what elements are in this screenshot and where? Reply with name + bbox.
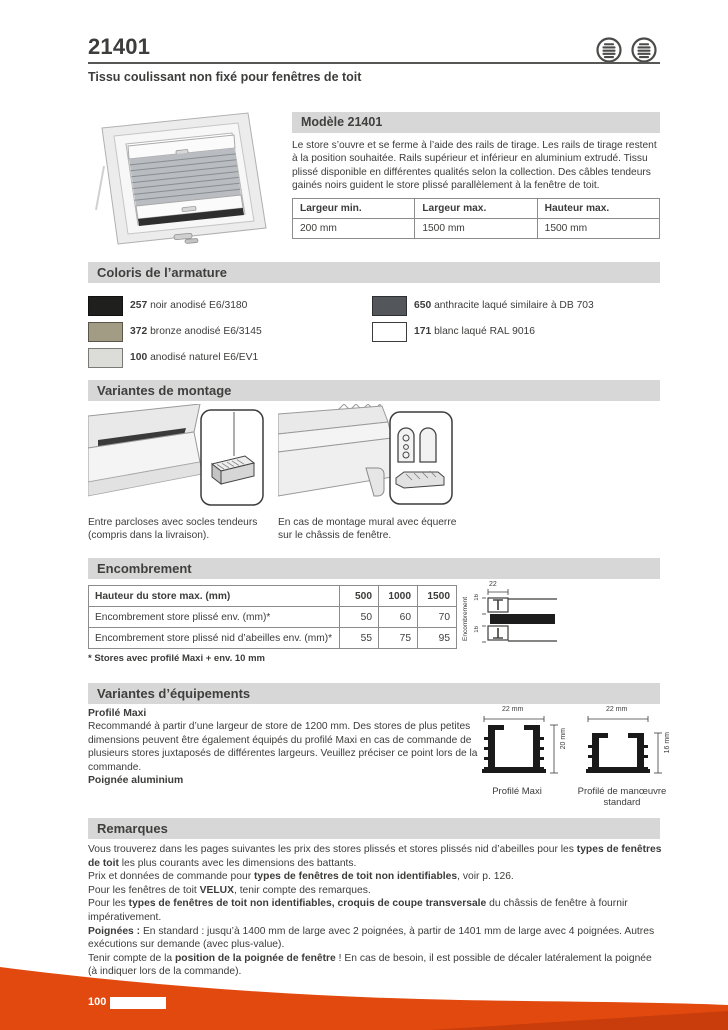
section-title-encombrement: Encombrement <box>88 558 660 579</box>
spec-table-header-row <box>293 199 660 219</box>
section-title-montage: Variantes de montage <box>88 380 660 401</box>
page-title: 21401 <box>88 34 151 59</box>
dim-header-1000: 1000 <box>379 586 418 607</box>
mounting-caption-2: En cas de montage mural avec équerre sur le châssis de fenêtre. <box>278 517 457 542</box>
remark-line: Poignées : En standard : jusqu’à 1400 mm de large avec 2 poignées, à partir de 1401 mm de large avec 4 poignées. Autres exécutions sur demande (avec plus-value). <box>88 925 655 951</box>
remark-line: Tenir compte de la position de la poignée de fenêtre ! En cas de besoin, il est possible de décaler latéralement la poignée (à indiquer lors de la commande). <box>88 952 652 978</box>
profile-maxi-caption: Profilé Maxi <box>492 786 542 797</box>
footer-wave <box>0 945 728 1030</box>
color-swatch-372 <box>88 322 123 342</box>
color-label-650: 650 anthracite laqué similaire à DB 703 <box>414 300 594 311</box>
remark-line: Vous trouverez dans les pages suivantes les prix des stores plissés et stores plissés nid d’abeilles pour les types de fenêtres de toit les plus courants avec les dimensions des battants. <box>88 844 662 869</box>
remark-line: Prix et données de commande pour types de fenêtres de toit non identifiables, voir p. 126. <box>88 871 514 883</box>
spec-header-cell: Largeur min. <box>293 199 415 219</box>
profile-standard-height-label: 16 mm <box>664 732 671 754</box>
dimensions-row-plisse: Encombrement store plissé env. (mm)* 50 60 70 <box>89 607 457 628</box>
dimensions-row-nid-abeilles: Encombrement store plissé nid d’abeilles env. (mm)* 55 75 95 <box>89 628 457 649</box>
mounting-illustration-wall-bracket <box>278 404 456 512</box>
header-icons <box>596 37 657 63</box>
section-title-remarques: Remarques <box>88 818 660 839</box>
diagram-dim-16-bottom: 16 <box>474 626 480 633</box>
color-swatch-100 <box>88 348 123 368</box>
encombrement-diagram-drawing <box>480 588 557 652</box>
diagram-dim-16-top: 16 <box>474 594 480 601</box>
profile-maxi-height-label: 20 mm <box>560 728 567 750</box>
model-description: Le store s’ouvre et se ferme à l’aide des rails de tirage. Les rails de tirage restent à la position souhaitée. Rails supérieur et inférieur en aluminium extrudé. Tissu plissé disponible en différentes qualités selon la collection. Des câbles tendeurs gainés noirs guident le store plissé parallèlement à la fenêtre de toit. <box>292 140 657 192</box>
color-label-257: 257 noir anodisé E6/3180 <box>130 300 248 311</box>
header-rule <box>88 62 660 64</box>
pleated-blind-icon <box>631 37 657 63</box>
dimensions-header-row <box>89 586 457 607</box>
equipment-subheading-profile-maxi: Profilé Maxi <box>88 708 147 719</box>
dimensions-footnote: * Stores avec profilé Maxi + env. 10 mm <box>88 653 265 664</box>
mounting-caption-1: Entre parcloses avec socles tendeurs (compris dans la livraison). <box>88 517 258 542</box>
model-box-title: Modèle 21401 <box>292 112 660 133</box>
color-label-372: 372 bronze anodisé E6/3145 <box>130 326 262 337</box>
footer-label-box <box>110 997 166 1009</box>
encombrement-diagram-side-label: Encombrement <box>462 596 469 642</box>
section-title-coloris: Coloris de l’armature <box>88 262 660 283</box>
equipment-paragraph: Recommandé à partir d’une largeur de store de 1200 mm. Des stores de plus petites dimensions peuvent être également équipés du profilé Maxi en cas de commande de plusieurs stores juxtaposés de différentes largeurs. Veuillez préciser ce point lors de la commande. <box>88 721 478 773</box>
page-subtitle: Tissu coulissant non fixé pour fenêtres de toit <box>88 70 362 84</box>
color-swatch-650 <box>372 296 407 316</box>
pleated-blind-icon <box>596 37 622 63</box>
section-title-equipements: Variantes d’équipements <box>88 683 660 704</box>
spec-header-cell: Largeur max. <box>415 199 537 219</box>
color-swatch-257 <box>88 296 123 316</box>
spec-table-value-row <box>293 219 660 239</box>
dim-header-label: Hauteur du store max. (mm) <box>89 586 340 607</box>
dim-header-1500: 1500 <box>418 586 457 607</box>
mounting-illustration-glazing-bead <box>88 404 266 512</box>
equipment-text <box>88 707 480 787</box>
product-photo <box>88 106 280 250</box>
spec-value-cell: 1500 mm <box>537 219 659 239</box>
spec-value-cell: 1500 mm <box>415 219 537 239</box>
spec-header-cell: Hauteur max. <box>537 199 659 219</box>
spec-table <box>292 198 660 239</box>
equipment-subheading-poignee: Poignée aluminium <box>88 775 184 787</box>
profile-maxi-width-label: 22 mm <box>502 706 524 713</box>
profile-standard-caption: Profilé de manœuvre standard <box>577 786 667 808</box>
page-number: 100 <box>88 996 107 1008</box>
profile-standard-width-label: 22 mm <box>606 706 628 713</box>
spec-value-cell: 200 mm <box>293 219 415 239</box>
color-label-171: 171 blanc laqué RAL 9016 <box>414 326 536 337</box>
dimensions-table <box>88 585 457 649</box>
remark-line: Pour les fenêtres de toit VELUX, tenir compte des remarques. <box>88 884 371 896</box>
encombrement-diagram <box>462 581 557 654</box>
color-label-100: 100 anodisé naturel E6/EV1 <box>130 352 259 363</box>
color-swatch-171 <box>372 322 407 342</box>
diagram-dim-22: 22 <box>489 581 497 588</box>
remark-line: Pour les types de fenêtres de toit non identifiables, croquis de coupe transversale du châssis de fenêtre à fournir impérativement. <box>88 898 628 923</box>
dim-header-500: 500 <box>340 586 379 607</box>
